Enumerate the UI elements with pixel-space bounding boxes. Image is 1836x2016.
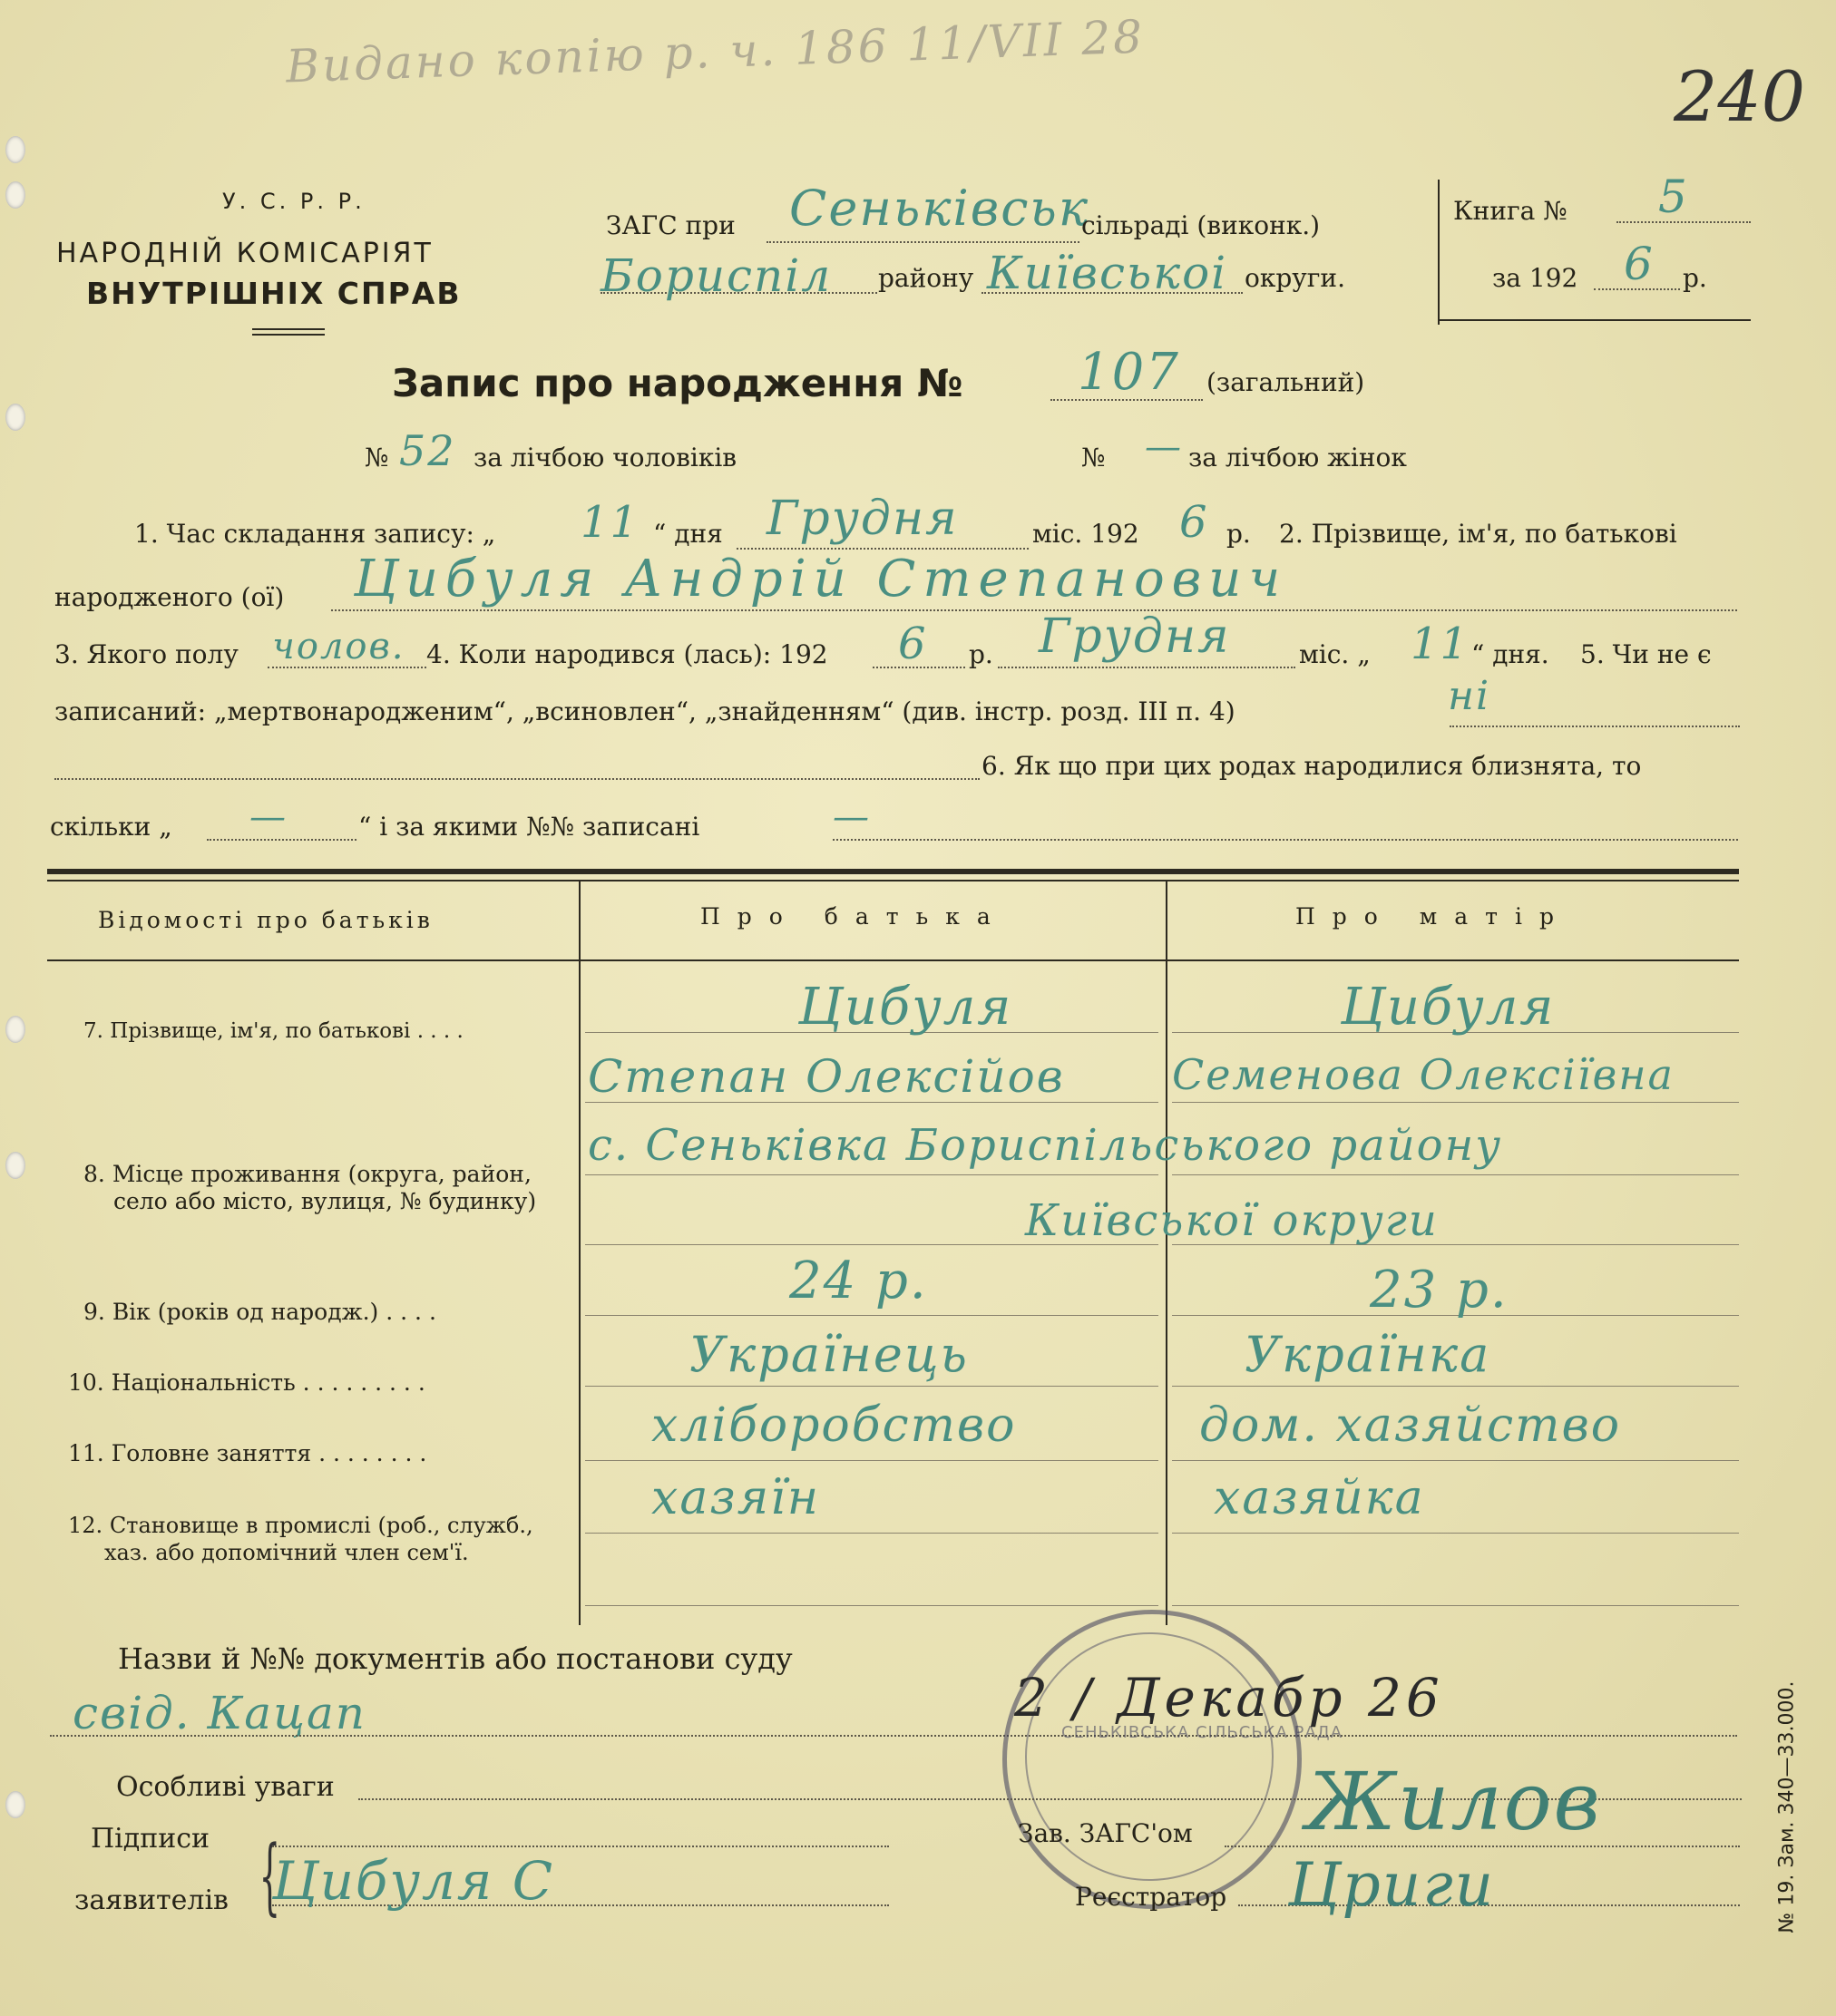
q5-continuation-field [54, 778, 980, 780]
q1-year-suffix: р. [1226, 519, 1251, 549]
registrar-signature: Цриги [1288, 1850, 1496, 1920]
ministry-line2: ВНУТРІШНІХ СПРАВ [86, 276, 462, 311]
q6-count-field [207, 839, 356, 841]
female-count-value: — [1145, 426, 1183, 468]
district-value: Бориспіл [601, 249, 833, 302]
row-label: Прізвище, ім'я, по батькові [110, 1019, 411, 1043]
row-label: Місце проживання (округа, район, [112, 1161, 532, 1187]
applicant-signature-line [272, 1846, 889, 1847]
q2-name-value: Цибуля Андрій Степанович [354, 550, 1288, 609]
book-year-label: за 192 [1492, 263, 1578, 293]
brace: { [259, 1827, 280, 1924]
documents-value: свід. Кацап [73, 1687, 366, 1739]
head-label: Зав. ЗАГС'ом [1018, 1818, 1193, 1848]
mother-nationality: Українка [1245, 1326, 1491, 1383]
zags-village-suffix: сільраді (виконк.) [1081, 210, 1321, 240]
book-label: Книга № [1453, 196, 1567, 226]
mother-name: Семенова Олексіївна [1172, 1050, 1675, 1099]
q4-month-label: міс. „ [1299, 639, 1371, 669]
table-line [1172, 1460, 1739, 1461]
table-line [1172, 1533, 1739, 1534]
table-line [585, 1533, 1158, 1534]
dot-leader: . . . . . . . . [318, 1440, 427, 1466]
table-column-divider [1166, 881, 1167, 1625]
q1-month-value: Грудня [767, 492, 959, 546]
father-age: 24 р. [789, 1251, 928, 1310]
father-occupation: хліборобство [651, 1398, 1017, 1453]
stamp-text: СЕНЬКІВСЬКА СІЛЬСЬКА РАДА [1061, 1723, 1343, 1742]
zags-prefix: ЗАГС при [606, 210, 736, 240]
table-top-rule [47, 880, 1739, 881]
table-line [585, 1460, 1158, 1461]
table-column-divider [579, 881, 581, 1625]
q5-label: 5. Чи не є [1580, 639, 1712, 669]
punch-hole [5, 181, 25, 209]
header-rule [252, 328, 325, 330]
zags-stamp [1002, 1610, 1343, 1909]
q4-label: 4. Коли народився (лась): 192 [426, 639, 828, 669]
table-line [1172, 1386, 1739, 1387]
zags-village-value: Сеньківськ [789, 180, 1090, 237]
applicants-label2: заявителів [74, 1885, 229, 1916]
print-order-note: № 19. Зам. 340—33.000. [1775, 1680, 1799, 1933]
q4-month-field [998, 667, 1295, 668]
book-number-value: 5 [1658, 170, 1689, 223]
registration-date: 2 / Декабр 26 [1014, 1667, 1444, 1729]
male-count-label: за лічбою чоловіків [474, 443, 737, 472]
female-count-prefix: № [1081, 443, 1106, 472]
mother-status: хазяйка [1214, 1471, 1425, 1525]
dot-leader: . . . . . . . . . [302, 1369, 425, 1396]
record-title-suffix: (загальний) [1206, 367, 1365, 397]
q4-day-value: 11 [1411, 618, 1470, 669]
mother-occupation: дом. хазяйство [1199, 1398, 1622, 1453]
documents-field [50, 1735, 1737, 1737]
mother-surname: Цибуля [1341, 978, 1556, 1037]
q6-records-field [833, 839, 1738, 841]
zags-village-field [767, 241, 1079, 243]
table-row-label [83, 1299, 436, 1325]
col-header-mother: Про матір [1295, 903, 1571, 930]
q5-answer-field [1450, 726, 1740, 727]
row-number: 8. [83, 1161, 105, 1187]
father-nationality: Українець [689, 1326, 969, 1383]
q2-label2: народженого (ої) [54, 582, 285, 612]
q1-label: 1. Час складання запису: „ [134, 519, 496, 549]
row-number: 9. [83, 1299, 105, 1325]
row-label-continued: хаз. або допомічний член сем'ї. [104, 1540, 469, 1565]
table-line [585, 1315, 1158, 1316]
table-header-rule [47, 959, 1739, 961]
book-box-border [1438, 319, 1751, 321]
row-label: Становище в промислі (роб., служб., [109, 1513, 533, 1538]
table-row-label [68, 1369, 425, 1396]
punch-hole [5, 1016, 25, 1043]
punch-hole [5, 1791, 25, 1818]
q4-month-value: Грудня [1039, 609, 1231, 664]
table-row-label [83, 1019, 464, 1043]
copy-issued-note: Видано копію р. ч. 186 11/VII 28 [285, 10, 1146, 93]
dot-leader: . . . . [386, 1299, 436, 1325]
registrar-label: Реєстратор [1075, 1882, 1227, 1912]
q3-label: 3. Якого полу [54, 639, 239, 669]
male-count-value: 52 [399, 426, 456, 475]
q3-sex-value: чолов. [272, 626, 405, 667]
notes-label: Особливі уваги [116, 1771, 335, 1803]
q6-label: 6. Як що при цих родах народилися близнята, то [981, 751, 1642, 781]
q6-label2-b: “ і за якими №№ записані [358, 812, 700, 842]
q2-label: 2. Прізвище, ім'я, по батькові [1279, 519, 1677, 549]
q1-year-value: 6 [1179, 497, 1209, 548]
table-row-label [83, 1161, 532, 1187]
header-rule [252, 334, 325, 336]
q5-answer-value: ні [1448, 673, 1491, 719]
row-label-continued: село або місто, вулиця, № будинку) [113, 1188, 537, 1214]
documents-label: Назви й №№ документів або постанови суду [118, 1641, 793, 1676]
q4-year-suffix: р. [969, 639, 993, 669]
q2-name-field [331, 609, 1737, 611]
row-number: 10. [68, 1369, 104, 1396]
applicant-signature: Цибуля С [272, 1850, 555, 1912]
book-box-border [1438, 180, 1440, 325]
male-count-prefix: № [365, 443, 389, 472]
q6-records-value: — [833, 796, 871, 838]
table-line [585, 1605, 1158, 1606]
ministry-line1: НАРОДНІЙ КОМІСАРІЯТ [56, 238, 434, 269]
q6-count-value: — [249, 796, 288, 838]
father-residence: с. Сеньківка Бориспільського району [588, 1120, 1503, 1171]
book-year-value: 6 [1624, 238, 1655, 290]
punch-hole [5, 136, 25, 163]
head-signature: Жилов [1306, 1755, 1602, 1848]
q6-label2-a: скільки „ [50, 812, 172, 842]
table-line [1172, 1605, 1739, 1606]
father-surname: Цибуля [798, 978, 1013, 1037]
punch-hole [5, 1152, 25, 1179]
state-abbrev: У. С. Р. Р. [222, 189, 366, 214]
row-number: 11. [68, 1440, 104, 1466]
row-label: Національність [111, 1369, 296, 1396]
father-status: хазяїн [651, 1471, 821, 1525]
applicants-label1: Підписи [91, 1823, 210, 1855]
table-row-label [68, 1513, 533, 1538]
q1-day-value: 11 [581, 497, 640, 548]
father-name: Степан Олексійов [588, 1050, 1065, 1103]
q5-label2: записаний: „мертвонародженим“, „всиновлен“, „знайденням“ (див. інстр. розд. III п. 4) [54, 696, 1235, 726]
row-label: Головне заняття [111, 1440, 312, 1466]
table-line [585, 1174, 1158, 1175]
dot-leader: . . . . [416, 1019, 464, 1043]
row-number: 7. [83, 1019, 103, 1043]
q1-day-label: “ дня [653, 519, 723, 549]
col-header-parents-info: Відомості про батьків [98, 907, 434, 933]
row-label: Вік (років од народж.) [112, 1299, 379, 1325]
record-title: Запис про народження № [392, 361, 963, 405]
table-line [1172, 1102, 1739, 1103]
mother-age: 23 р. [1370, 1261, 1509, 1320]
col-header-father: Про батька [700, 903, 1008, 930]
table-line [1172, 1174, 1739, 1175]
record-number-value: 107 [1078, 343, 1180, 402]
female-count-label: за лічбою жінок [1188, 443, 1407, 472]
punch-hole [5, 404, 25, 431]
book-year-suffix: р. [1683, 263, 1707, 293]
mother-residence: Київської округи [1025, 1195, 1439, 1246]
table-top-rule [47, 869, 1739, 874]
table-row-label [68, 1440, 426, 1466]
q4-day-label: “ дня. [1471, 639, 1549, 669]
okrug-value: Київськоі [987, 247, 1228, 299]
okrug-label: округи. [1245, 263, 1345, 293]
q4-year-value: 6 [898, 618, 928, 669]
q1-month-label: міс. 192 [1032, 519, 1139, 549]
row-number: 12. [68, 1513, 103, 1538]
folio-number: 240 [1674, 56, 1806, 137]
district-label: району [878, 263, 974, 293]
table-line [585, 1386, 1158, 1387]
